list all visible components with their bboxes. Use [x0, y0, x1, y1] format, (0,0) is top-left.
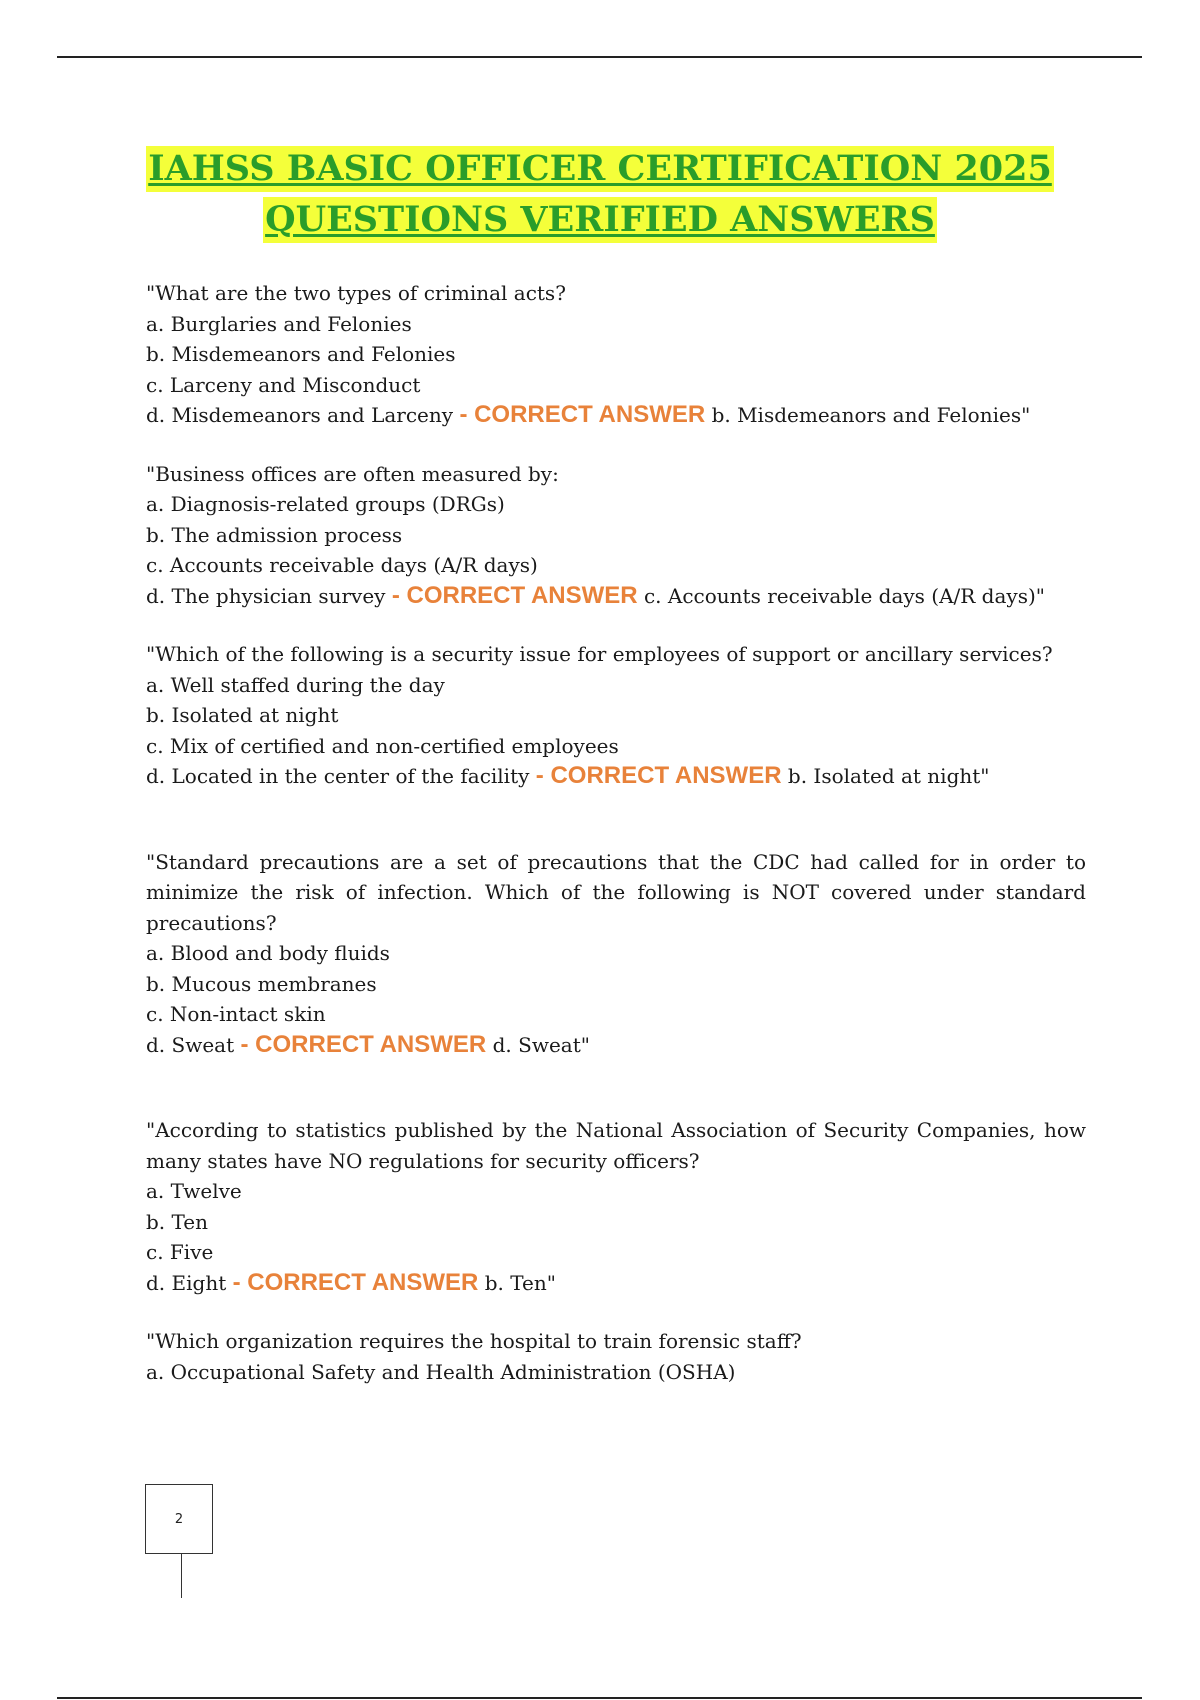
option-d-answer-line	[146, 581, 1086, 612]
question-stem: "What are the two types of criminal acts?	[146, 281, 566, 305]
header-rule	[57, 56, 1142, 58]
question-stem: "According to statistics published by the National Association of Security Companies, how many states have NO regulations for security officers?	[146, 1118, 1086, 1173]
option-a: a. Well staffed during the day	[146, 672, 445, 697]
correct-answer-marker: - CORRECT ANSWER	[535, 762, 782, 789]
answer-text: d. Sweat"	[492, 1032, 590, 1057]
option-a: a. Diagnosis-related groups (DRGs)	[146, 492, 505, 516]
question-5	[146, 1115, 1086, 1298]
option-d: d. The physician survey	[146, 583, 386, 608]
title-line-2: QUESTIONS VERIFIED ANSWERS	[263, 197, 937, 243]
option-c: c. Non-intact skin	[146, 1002, 326, 1026]
option-b: b. Mucous membranes	[146, 971, 377, 996]
option-c: c. Larceny and Misconduct	[146, 372, 421, 397]
option-d: d. Eight	[146, 1270, 227, 1295]
question-stem: "Standard precautions are a set of precautions that the CDC had called for in order to minimize the risk of infection. Which of the following is NOT covered under standard precautions?	[146, 849, 1086, 935]
option-b: b. Ten	[146, 1209, 209, 1234]
answer-text: c. Accounts receivable days (A/R days)"	[643, 583, 1045, 608]
questions-list	[146, 278, 1086, 1387]
option-d-answer-line	[146, 400, 1086, 431]
answer-text: b. Isolated at night"	[787, 764, 990, 788]
page-number-connector	[181, 1554, 182, 1598]
option-a: a. Twelve	[146, 1179, 242, 1203]
option-a: a. Occupational Safety and Health Administration (OSHA)	[146, 1359, 736, 1384]
footer-rule	[57, 1697, 1142, 1699]
option-c: c. Accounts receivable days (A/R days)	[146, 553, 538, 577]
option-c: c. Five	[146, 1240, 214, 1264]
question-stem: "Business offices are often measured by:	[146, 461, 559, 486]
option-c: c. Mix of certified and non-certified employees	[146, 733, 619, 758]
option-b: b. The admission process	[146, 522, 403, 547]
option-b: b. Misdemeanors and Felonies	[146, 342, 456, 366]
option-d: d. Located in the center of the facility	[146, 764, 530, 788]
answer-text: b. Ten"	[484, 1270, 556, 1295]
option-d: d. Misdemeanors and Larceny	[146, 403, 454, 427]
correct-answer-marker: - CORRECT ANSWER	[240, 1030, 487, 1058]
page-number-box	[145, 1484, 213, 1554]
option-b: b. Isolated at night	[146, 703, 339, 727]
option-a: a. Burglaries and Felonies	[146, 311, 412, 336]
correct-answer-marker: - CORRECT ANSWER	[391, 581, 638, 609]
question-4	[146, 847, 1086, 1061]
option-a: a. Blood and body fluids	[146, 941, 390, 965]
correct-answer-marker: - CORRECT ANSWER	[232, 1268, 479, 1296]
document-title	[0, 146, 1200, 248]
title-line-1: IAHSS BASIC OFFICER CERTIFICATION 2025	[146, 146, 1054, 192]
correct-answer-marker: - CORRECT ANSWER	[459, 401, 706, 428]
option-d: d. Sweat	[146, 1032, 235, 1057]
question-6	[146, 1326, 1086, 1387]
option-d-answer-line	[146, 761, 1086, 792]
option-d-answer-line	[146, 1030, 1086, 1061]
answer-text: b. Misdemeanors and Felonies"	[711, 403, 1031, 427]
question-3	[146, 639, 1086, 792]
page-number: 2	[174, 1511, 184, 1527]
question-2	[146, 459, 1086, 612]
option-d-answer-line	[146, 1268, 1086, 1299]
question-stem: "Which organization requires the hospital to train forensic staff?	[146, 1329, 802, 1353]
question-1	[146, 278, 1086, 431]
question-stem: "Which of the following is a security issue for employees of support or ancillary services?	[146, 642, 1053, 666]
